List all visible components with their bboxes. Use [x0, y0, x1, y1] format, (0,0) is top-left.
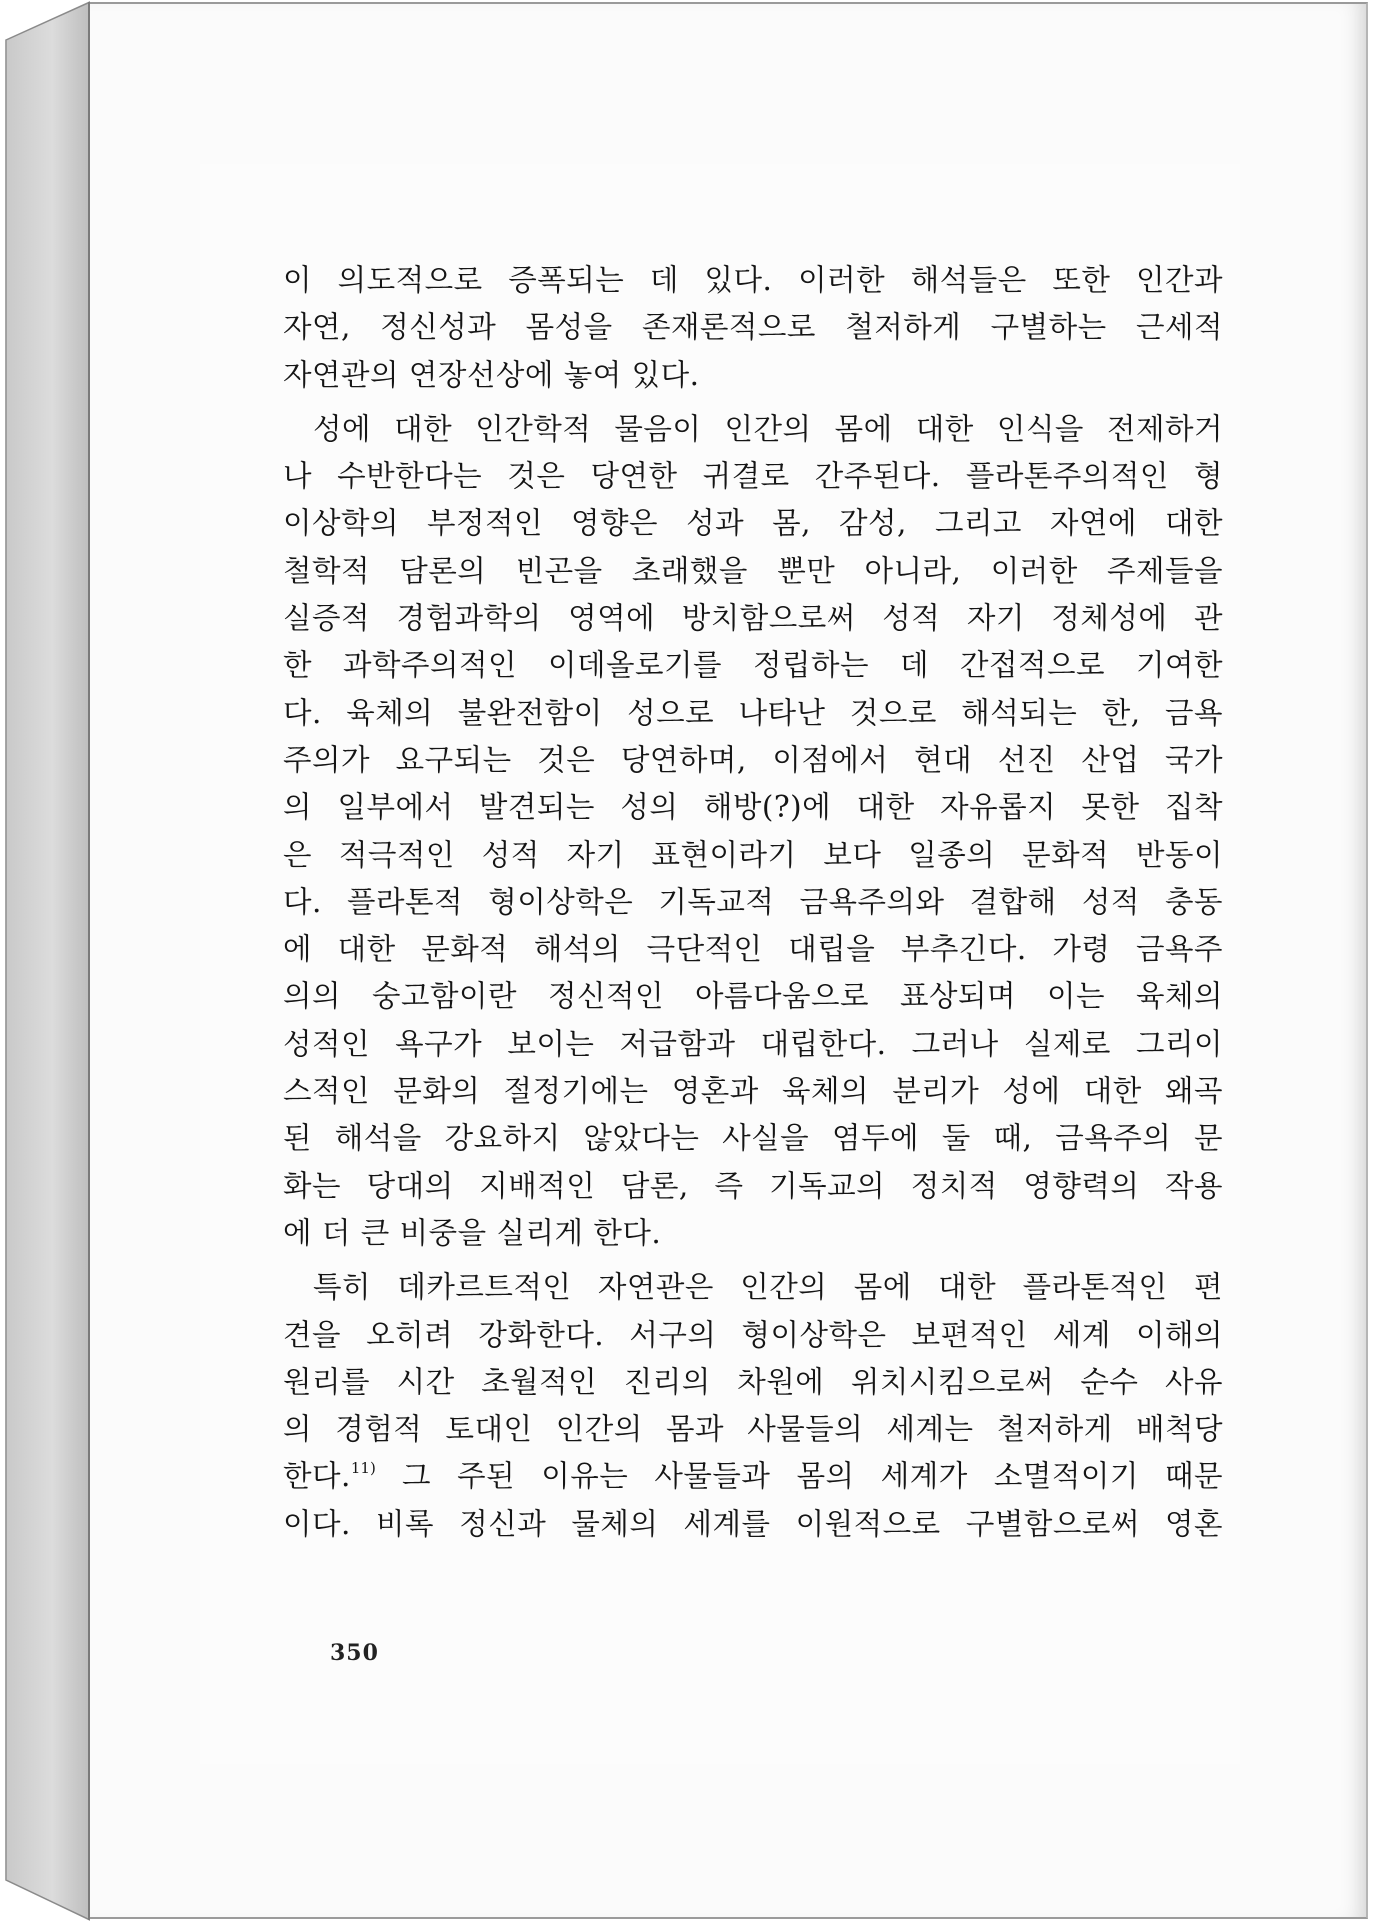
text-line: 이다. 비록 정신과 물체의 세계를 이원적으로 구별함으로써 영혼 [283, 1506, 1223, 1541]
body-text [283, 257, 1223, 1548]
text-fragment: 그 주된 이유는 사물들과 몸의 세계가 소멸적이기 때문 [401, 1459, 1223, 1494]
text-line: 한 과학주의적인 이데올로기를 정립하는 데 간접적으로 기여한 [283, 648, 1223, 683]
text-line: 은 적극적인 성적 자기 표현이라기 보다 일종의 문화적 반동이 [283, 837, 1223, 872]
text-line: 에 더 큰 비중을 실리게 한다. [283, 1215, 662, 1250]
text-line: 스적인 문화의 절정기에는 영혼과 육체의 분리가 성에 대한 왜곡 [283, 1074, 1223, 1109]
text-line: 실증적 경험과학의 영역에 방치함으로써 성적 자기 정체성에 관 [283, 601, 1223, 636]
text-line: 성적인 욕구가 보이는 저급함과 대립한다. 그러나 실제로 그리이 [283, 1026, 1223, 1061]
text-line: 자연, 정신성과 몸성을 존재론적으로 철저하게 구별하는 근세적 [283, 310, 1223, 345]
text-line: 원리를 시간 초월적인 진리의 차원에 위치시킴으로써 순수 사유 [283, 1364, 1223, 1399]
text-line: 주의가 요구되는 것은 당연하며, 이점에서 현대 선진 산업 국가 [283, 742, 1223, 777]
text-line: 나 수반한다는 것은 당연한 귀결로 간주된다. 플라톤주의적인 형 [283, 459, 1223, 494]
text-line: 견을 오히려 강화한다. 서구의 형이상학은 보편적인 세계 이해의 [283, 1317, 1223, 1352]
text-line: 성에 대한 인간학적 물음이 인간의 몸에 대한 인식을 전제하거 [313, 411, 1223, 446]
text-line: 화는 당대의 지배적인 담론, 즉 기독교의 정치적 영향력의 작용 [283, 1168, 1223, 1203]
book-spine [0, 0, 90, 1925]
text-line: 의의 숭고함이란 정신적인 아름다움으로 표상되며 이는 육체의 [283, 979, 1223, 1014]
text-line: 의 경험적 토대인 인간의 몸과 사물들의 세계는 철저하게 배척당 [283, 1412, 1223, 1447]
text-line: 된 해석을 강요하지 않았다는 사실을 염두에 둘 때, 금욕주의 문 [283, 1121, 1223, 1156]
text-fragment: 한다. [283, 1459, 351, 1494]
text-line: 에 대한 문화적 해석의 극단적인 대립을 부추긴다. 가령 금욕주 [283, 932, 1223, 967]
text-line: 특히 데카르트적인 자연관은 인간의 몸에 대한 플라톤적인 편 [313, 1270, 1223, 1305]
text-line: 의 일부에서 발견되는 성의 해방(?)에 대한 자유롭지 못한 집착 [283, 790, 1223, 825]
text-line: 자연관의 연장선상에 놓여 있다. [283, 357, 700, 392]
text-line: 철학적 담론의 빈곤을 초래했을 뿐만 아니라, 이러한 주제들을 [283, 553, 1223, 588]
text-line: 이상학의 부정적인 영향은 성과 몸, 감성, 그리고 자연에 대한 [283, 506, 1223, 541]
text-line: 다. 플라톤적 형이상학은 기독교적 금욕주의와 결합해 성적 충동 [283, 884, 1223, 919]
text-line: 이 의도적으로 증폭되는 데 있다. 이러한 해석들은 또한 인간과 [283, 263, 1223, 297]
text-line-with-footnote [283, 1453, 1223, 1500]
text-line: 다. 육체의 불완전함이 성으로 나타난 것으로 해석되는 한, 금욕 [283, 695, 1223, 730]
page-number: 350 [330, 1640, 379, 1666]
footnote-marker: 11) [350, 1459, 376, 1478]
